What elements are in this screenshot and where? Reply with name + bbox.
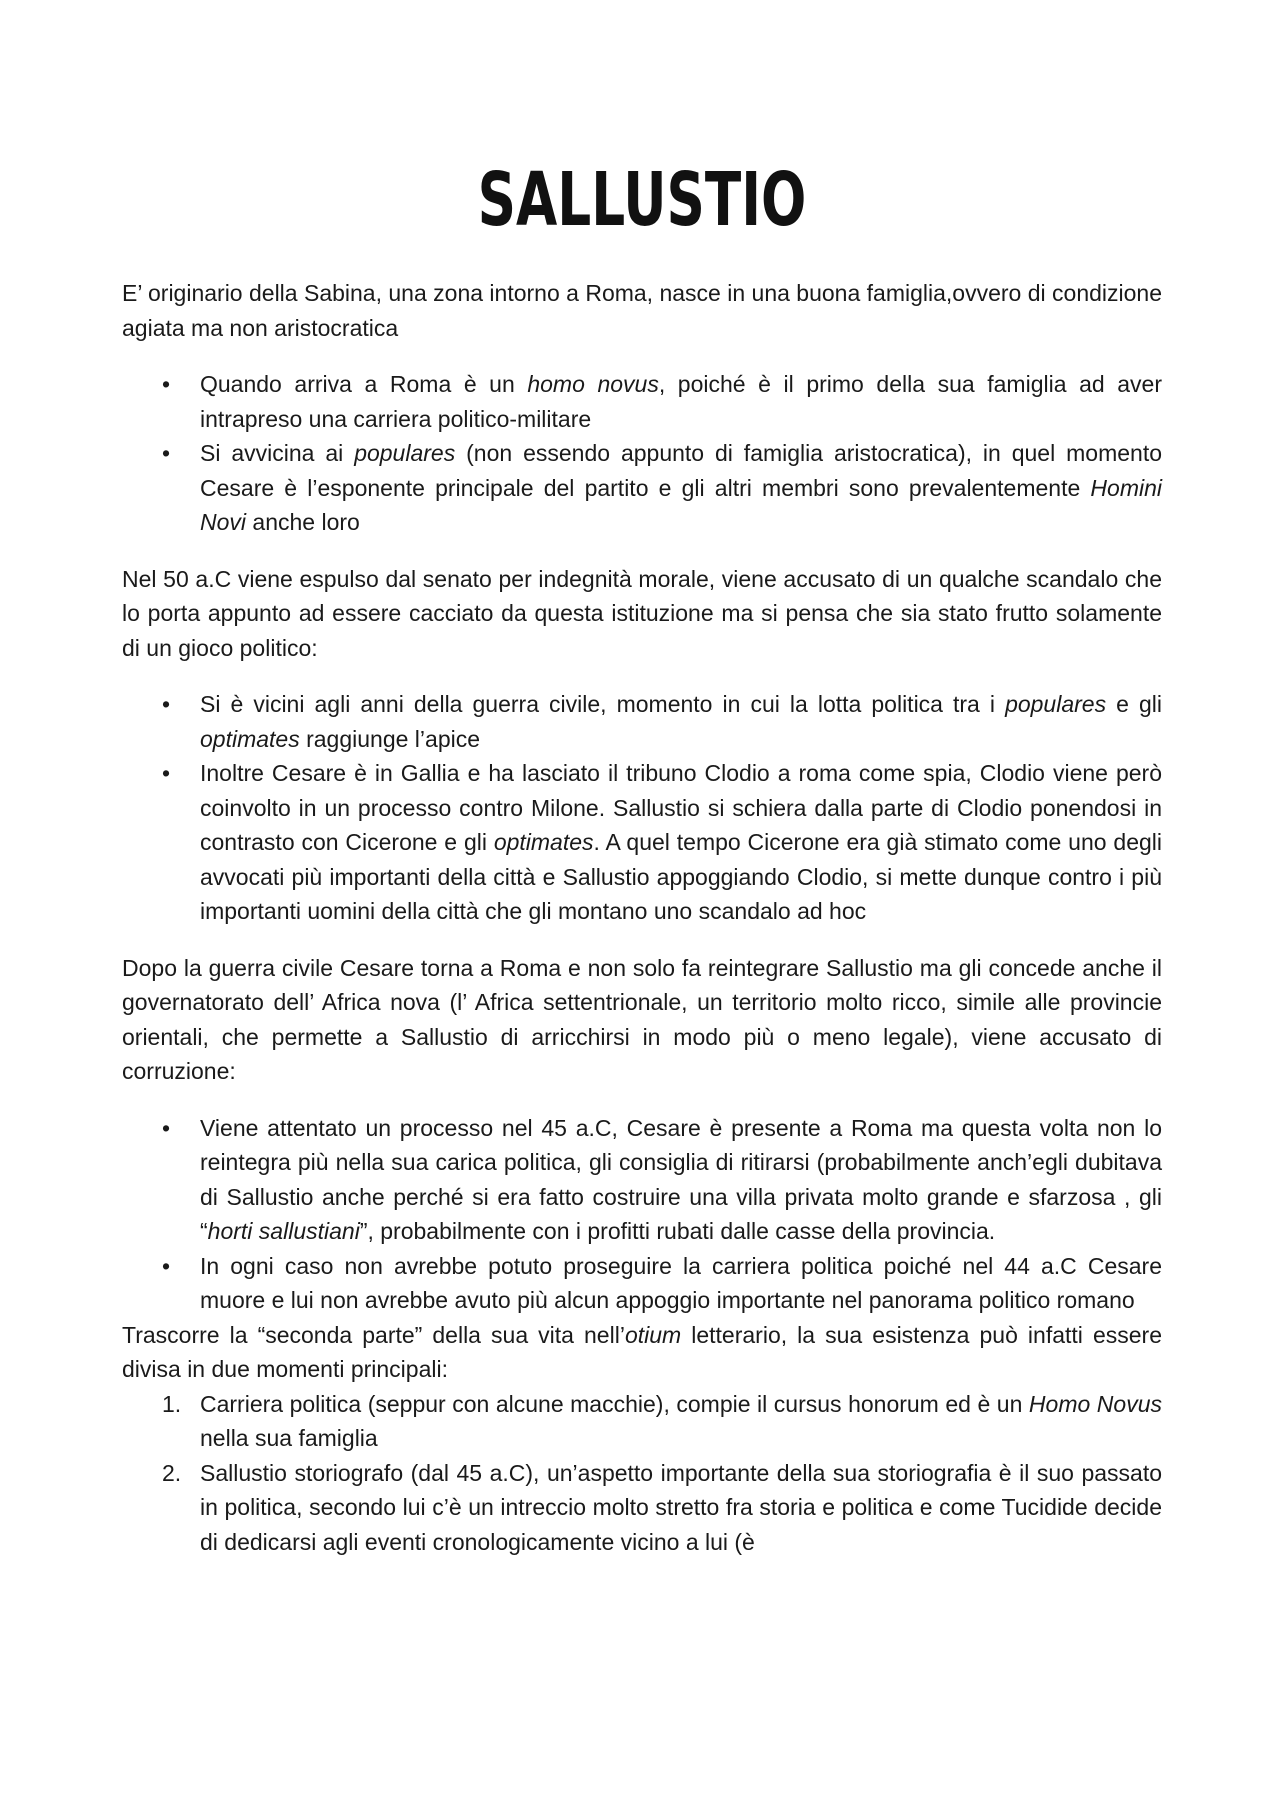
- bullet-icon: •: [162, 1252, 171, 1279]
- paragraph-expulsion: Nel 50 a.C viene espulso dal senato per indegnità morale, viene accusato di un qualche scandalo che lo porta appunto ad essere cacciato da questa istituzione ma si pensa che sia stato frutto solamente di un gioco politico:: [122, 565, 1162, 661]
- bullet-icon: •: [162, 371, 171, 397]
- list-item: • Si è vicini agli anni della guerra civile, momento in cui la lotta politica tra i populares e gli optimates raggiunge l’apice: [200, 687, 1162, 756]
- list-item: • In ogni caso non avrebbe potuto proseguire la carriera politica poiché nel 44 a.C Cesare muore e lui non avrebbe avuto più alcun appoggio importante nel panorama politico romano: [200, 1249, 1162, 1318]
- list-item: • Viene attentato un processo nel 45 a.C, Cesare è presente a Roma ma questa volta non lo reintegra più nella sua carica politica, gli consiglia di ritirarsi (probabilmente anch’egli dubitava di Sallustio anche perché si era fatto costruire una villa privata molto grande e sfarzosa , gli “horti sallustiani”, probabilmente con i profitti rubati dalle casse della provincia.: [200, 1111, 1162, 1249]
- list-item: 1. Carriera politica (seppur con alcune macchie), compie il cursus honorum ed è un Homo Novus nella sua famiglia: [200, 1387, 1162, 1456]
- list-item: • Inoltre Cesare è in Gallia e ha lasciato il tribuno Clodio a roma come spia, Clodio viene però coinvolto in un processo contro Milone. Sallustio si schiera dalla parte di Clodio ponendosi in contrasto con Cicerone e gli optimates. A quel tempo Cicerone era già stimato come uno degli avvocati più importanti della città e Sallustio appoggiando Clodio, si mette dunque contro i più importanti uomini della città che gli montano uno scandalo ad hoc: [200, 756, 1162, 929]
- list-item: • Si avvicina ai populares (non essendo appunto di famiglia aristocratica), in quel momento Cesare è l’esponente principale del partito e gli altri membri sono prevalentemente Homini Novi anche loro: [200, 436, 1162, 540]
- paragraph-otium: Trascorre la “seconda parte” della sua vita nell’otium letterario, la sua esistenza può infatti essere divisa in due momenti principali:: [122, 1321, 1162, 1382]
- document-page: [122, 150, 1162, 1559]
- paragraph-origins: E’ originario della Sabina, una zona intorno a Roma, nasce in una buona famiglia,ovvero di condizione agiata ma non aristocratica: [122, 280, 1162, 341]
- page-title: SALLUSTIO: [477, 157, 807, 243]
- bullet-list-civil-war: [122, 687, 1162, 929]
- bullet-icon: •: [162, 760, 171, 786]
- list-item: • Quando arriva a Roma è un homo novus, poiché è il primo della sua famiglia ad aver intrapreso una carriera politico-militare: [200, 367, 1162, 436]
- list-number: 1.: [162, 1390, 182, 1417]
- list-number: 2.: [162, 1459, 182, 1486]
- numbered-list-phases: [122, 1387, 1162, 1560]
- bullet-icon: •: [162, 440, 171, 466]
- bullet-list-corruption: [122, 1111, 1162, 1318]
- paragraph-africa-nova: Dopo la guerra civile Cesare torna a Roma e non solo fa reintegrare Sallustio ma gli concede anche il governatorato dell’ Africa nova (l’ Africa settentrionale, un territorio molto ricco, simile alle provincie orientali, che permette a Sallustio di arricchirsi in modo più o meno legale), viene accusato di corruzione:: [122, 954, 1162, 1084]
- bullet-list-rome: [122, 367, 1162, 540]
- bullet-icon: •: [162, 691, 171, 717]
- list-item: 2. Sallustio storiografo (dal 45 a.C), un’aspetto importante della sua storiografia è il suo passato in politica, secondo lui c’è un intreccio molto stretto fra storia e politica e come Tucidide decide di dedicarsi agli eventi cronologicamente vicino a lui (è: [200, 1456, 1162, 1560]
- bullet-icon: •: [162, 1114, 171, 1141]
